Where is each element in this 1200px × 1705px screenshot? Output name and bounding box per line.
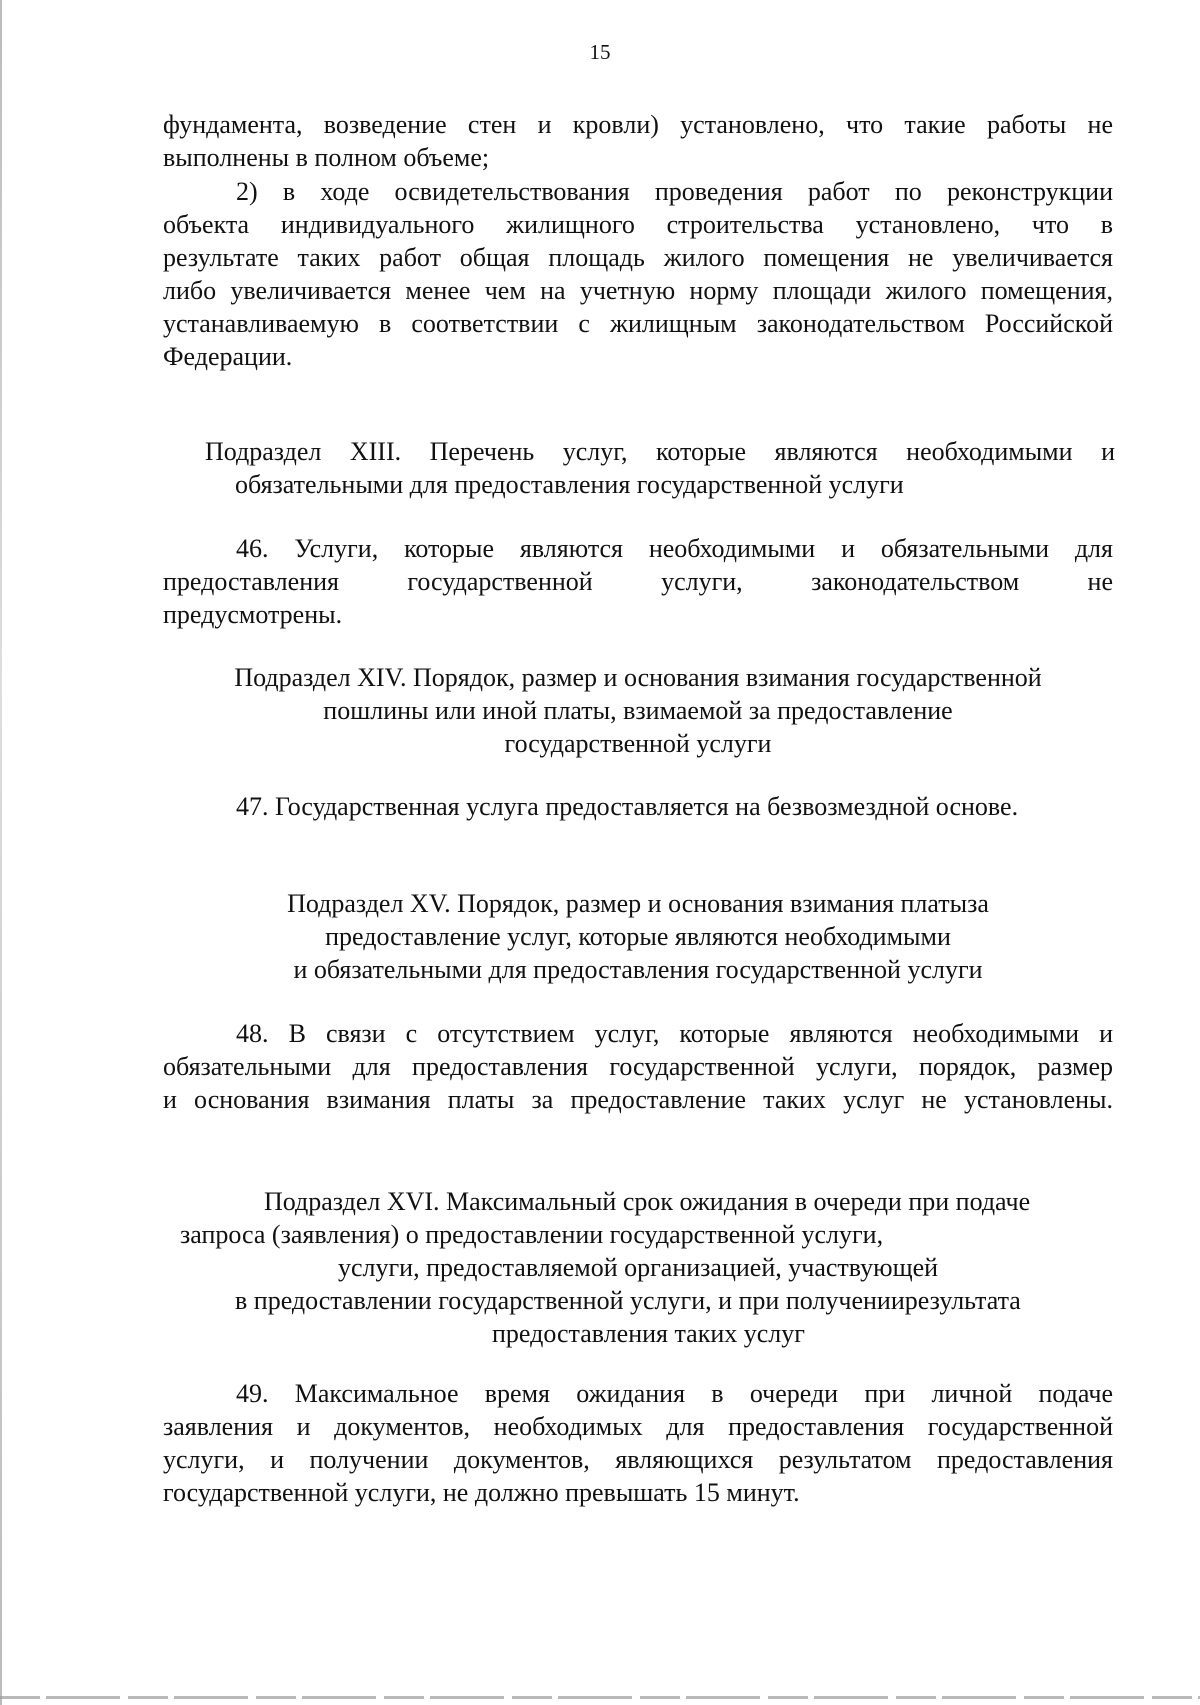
heading-line: предоставления таких услуг — [492, 1319, 805, 1348]
heading-line: запроса (заявления) о предоставлении государственной услуги, — [180, 1220, 884, 1249]
heading-line: Подраздел XIII. Перечень услуг, которые являются необходимыми и — [205, 437, 1115, 466]
heading-line: Подраздел XIV. Порядок, размер и основания взимания государственной — [234, 663, 1042, 692]
text-line: 46. Услуги, которые являются необходимыми и обязательными для — [236, 534, 1113, 563]
heading-line: государственной услуги — [504, 729, 772, 758]
scan-edge — [0, 0, 2, 1705]
paragraph-49 — [163, 1377, 1113, 1509]
text-line: фундамента, возведение стен и кровли) установлено, что такие работы не — [163, 110, 1113, 139]
text-line: и основания взимания платы за предоставление таких услуг не установлены. — [163, 1085, 1113, 1114]
heading-line: пошлины или иной платы, взимаемой за предоставление — [323, 696, 953, 725]
heading-line: в предоставлении государственной услуги, и при получениирезультата — [235, 1286, 1021, 1315]
subsection-heading-xiv — [163, 661, 1113, 760]
heading-line: предоставление услуг, которые являются необходимыми — [325, 922, 951, 951]
text-line: объекта индивидуального жилищного строительства установлено, что в — [163, 210, 1113, 239]
subsection-heading-xvi — [163, 1185, 1113, 1350]
text-line: 48. В связи с отсутствием услуг, которые являются необходимыми и — [236, 1019, 1113, 1048]
text-line: обязательными для предоставления государственной услуги, порядок, размер — [163, 1052, 1113, 1081]
paragraph-46 — [163, 532, 1113, 631]
text-line: предусмотрены. — [163, 600, 343, 629]
subsection-heading-xiii — [205, 435, 1115, 501]
text-line: либо увеличивается менее чем на учетную норму площади жилого помещения, — [163, 276, 1113, 305]
heading-line: услуги, предоставляемой организацией, участвующей — [338, 1253, 939, 1282]
page-number: 15 — [589, 40, 611, 64]
text-line: 49. Максимальное время ожидания в очереди при личной подаче — [236, 1379, 1113, 1408]
paragraph-item-2 — [163, 175, 1113, 373]
text-line: результате таких работ общая площадь жилого помещения не увеличивается — [163, 243, 1113, 272]
text-line: заявления и документов, необходимых для предоставления государственной — [163, 1412, 1113, 1441]
scan-edge — [0, 1696, 1200, 1699]
text-line: Федерации. — [163, 342, 293, 371]
paragraph-48 — [163, 1017, 1113, 1116]
text-line: государственной услуги, не должно превышать 15 минут. — [163, 1478, 800, 1507]
paragraph-intro — [163, 108, 1113, 174]
text-line: услуги, и получении документов, являющихся результатом предоставления — [163, 1445, 1113, 1474]
text-line: устанавливаемую в соответствии с жилищным законодательством Российской — [163, 309, 1113, 338]
subsection-heading-xv — [163, 887, 1113, 986]
text-line: предоставления государственной услуги, законодательством не — [163, 567, 1113, 596]
heading-line: и обязательными для предоставления государственной услуги — [293, 955, 983, 984]
heading-line: Подраздел XV. Порядок, размер и основания взимания платыза — [287, 889, 989, 918]
heading-line: Подраздел XVI. Максимальный срок ожидания в очереди при подаче — [264, 1187, 1031, 1216]
text-line: 2) в ходе освидетельствования проведения работ по реконструкции — [236, 177, 1113, 206]
text-line: 47. Государственная услуга предоставляется на безвозмездной основе. — [236, 792, 1019, 821]
text-line: выполнены в полном объеме; — [163, 143, 490, 172]
heading-line: обязательными для предоставления государственной услуги — [235, 470, 904, 499]
paragraph-47 — [236, 790, 1116, 823]
